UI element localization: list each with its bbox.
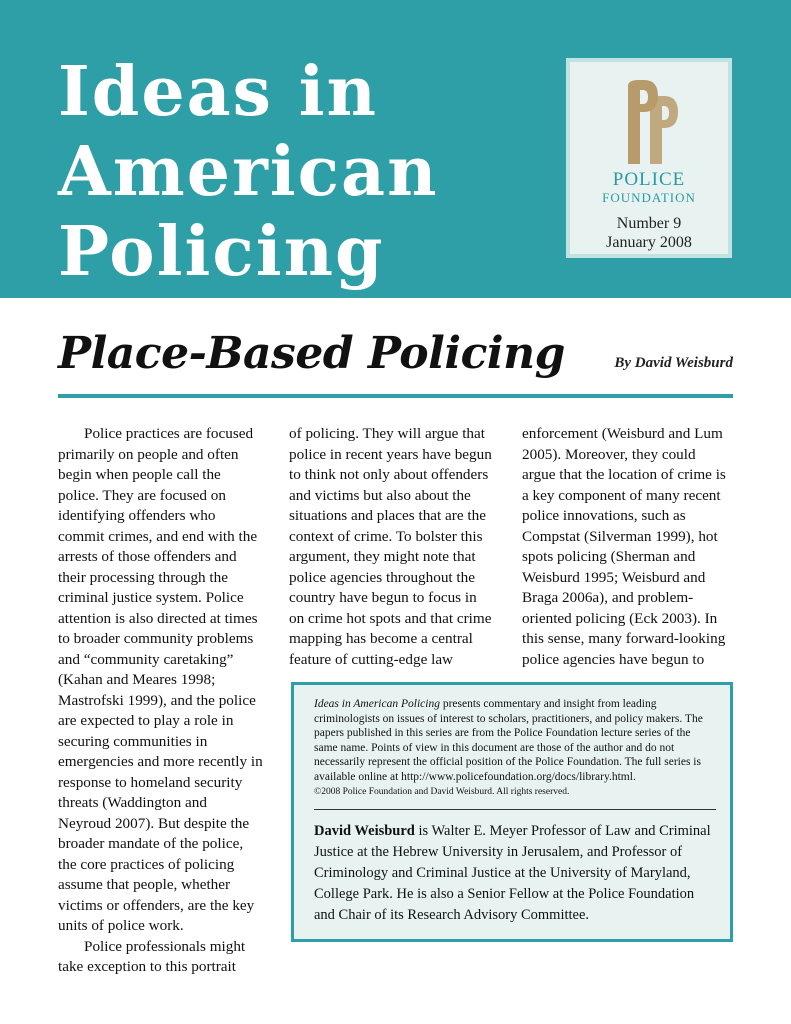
issue-number: Number 9	[616, 215, 682, 232]
logo-wordmark-line-1: POLICE	[612, 169, 686, 190]
series-title	[58, 52, 439, 292]
police-foundation-logo-icon	[624, 78, 680, 164]
series-title-line-1: Ideas in	[58, 52, 378, 132]
series-description	[314, 697, 716, 784]
article-title: Place-Based Policing	[58, 328, 565, 379]
body-paragraph: enforcement (Weisburd and Lum 2005). Moreover, they could argue that the location of crime is a key component of many recent police innovations, such as Compstat (Silverman 1999), hot spots policing (Sherman and Weisburd 1995; Weisburd and Braga 2006a), and problem-oriented policing (Eck 2003). In this sense, many forward-looking police agencies have begun to	[522, 425, 726, 668]
series-info-box	[291, 682, 733, 942]
series-title-line-3: Policing	[58, 212, 385, 292]
logo-wordmark	[570, 170, 728, 205]
author-name: David Weisburd	[314, 823, 415, 839]
series-name: Ideas in American Policing	[314, 698, 440, 710]
body-paragraph: Police practices are focused primarily on people and often begin when people call the police. They are focused on identifying offenders who commit crimes, and end with the arrests of those offenders and their processing through the criminal justice system. Police attention is also directed at times to broader community problems and “community caretaking” (Kahan and Meares 1998; Mastrofski 1999), and the police are expected to play a role in securing communities in emergencies and more recently in response to homeland security threats (Waddington and Neyroud 2007). But despite the broader mandate of the police, the core practices of policing assume that people, whether victims or offenders, are the key units of police work.	[58, 425, 263, 934]
info-divider	[314, 809, 716, 810]
issue-info	[570, 214, 728, 252]
series-title-line-2: American	[58, 132, 439, 212]
author-bio	[314, 821, 718, 926]
body-paragraph: of policing. They will argue that police in recent years have begun to think not only about offenders and victims but also about the situations and places that are the context of crime. To bolster this argument, they might note that police agencies throughout the country have begun to focus in on crime hot spots and that crime mapping has become a central feature of cutting-edge law	[289, 425, 492, 668]
header-banner	[0, 0, 791, 298]
author-bio-text: is Walter E. Meyer Professor of Law and Criminal Justice at the Hebrew University in Jerusalem, and Professor of Criminology and Criminal Justice at the University of Maryland, College Park. He is also a Senior Fellow at the Police Foundation and Chair of its Research Advisory Committee.	[314, 823, 711, 923]
body-column-1	[58, 424, 263, 978]
copyright-notice: ©2008 Police Foundation and David Weisburd. All rights reserved.	[314, 787, 570, 797]
body-paragraph: Police professionals might take exception to this portrait	[58, 937, 246, 975]
article-byline: By David Weisburd	[614, 355, 733, 371]
body-column-2	[289, 424, 494, 670]
publisher-logo-panel	[566, 58, 732, 258]
body-column-3	[522, 424, 732, 670]
series-description-text: presents commentary and insight from leading criminologists on issues of interest to scholars, practitioners, and policy makers. The papers published in this series are from the Police Foundation lecture series of the same name. Points of view in this document are those of the author and do not necessarily represent the official position of the Police Foundation. The full series is available online at http://www.policefoundation.org/docs/library.html.	[314, 698, 703, 783]
logo-wordmark-line-2: FOUNDATION	[602, 190, 696, 205]
title-divider	[58, 394, 733, 398]
issue-date: January 2008	[606, 234, 692, 251]
